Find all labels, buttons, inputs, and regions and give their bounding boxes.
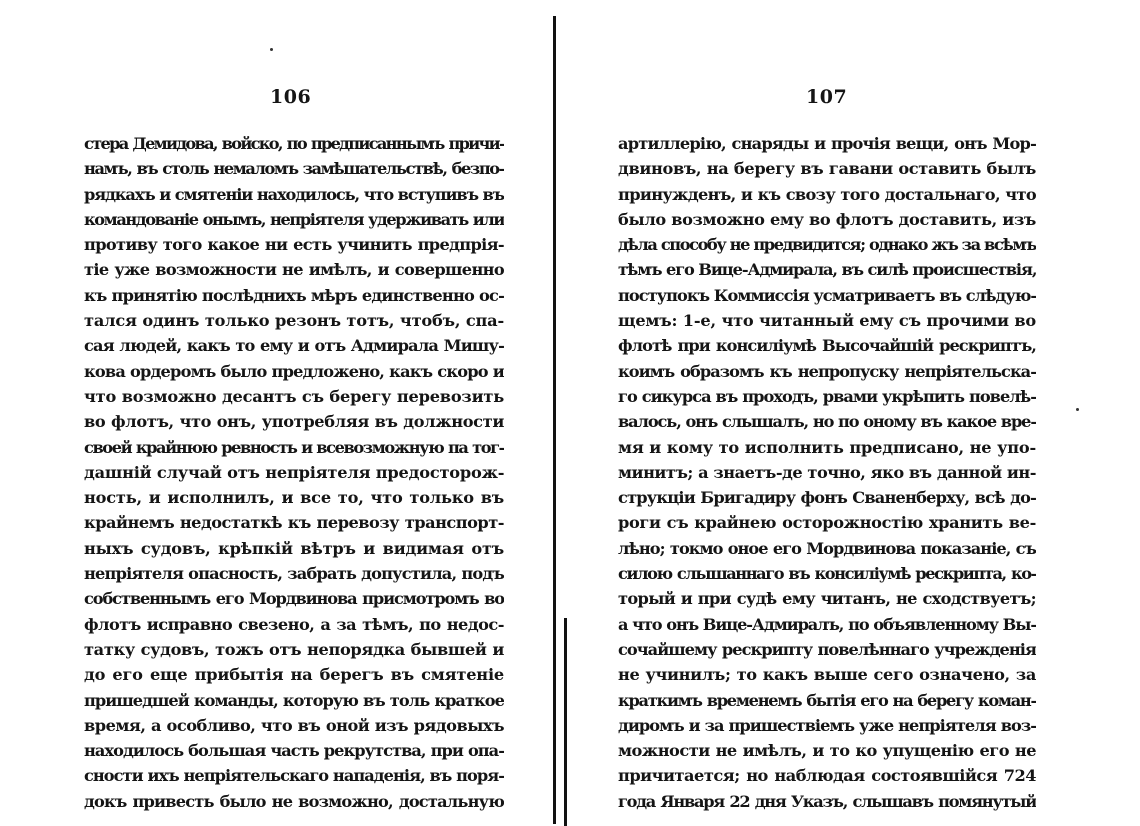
left-page-text	[84, 131, 504, 814]
gutter-rule	[553, 16, 556, 824]
text-line: находилось большая часть рекрутства, при опа-	[84, 741, 504, 761]
left-page-number: 106	[270, 86, 312, 108]
text-line: лѣно; токмо оное его Мордвинова показаніе, съ	[618, 538, 1036, 558]
text-line: краткимъ временемъ бытія его на берегу коман-	[618, 690, 1036, 710]
text-line: противу того какое ни есть учинить предпрія-	[84, 235, 504, 255]
right-page-text	[618, 131, 1036, 814]
right-page-number: 107	[806, 86, 848, 108]
gutter-rule-lower	[564, 618, 567, 826]
text-line: артиллерію, снаряды и прочія вещи, онъ Мор-	[618, 134, 1036, 153]
text-line: своей крайнюю ревность и всевозможную па тог-	[84, 437, 504, 457]
text-line: собственнымъ его Мордвинова присмотромъ во	[84, 589, 504, 609]
ink-speck	[270, 48, 273, 51]
text-line: во флотъ, что онъ, употребляя въ должности	[84, 412, 504, 432]
text-line: щемъ: 1-е, что читанный ему съ прочими во	[618, 311, 1036, 331]
text-line: коимъ образомъ къ непропуску непріятельска-	[618, 361, 1036, 381]
text-line: тѣмъ его Вице-Адмирала, въ силѣ происшествія,	[618, 260, 1036, 280]
text-line: тался одинъ только резонъ тотъ, чтобъ, спа-	[84, 311, 504, 331]
text-line: мя и кому то исполнить предписано, не упо-	[618, 437, 1036, 457]
text-line: командованіе онымъ, непріятеля удерживать или	[84, 209, 504, 229]
ink-speck	[1076, 408, 1079, 411]
text-line: валось, онъ слышалъ, но по оному въ какое вре-	[618, 412, 1036, 432]
text-line: принужденъ, и къ свозу того достальнаго, что	[618, 184, 1036, 204]
text-line: минитъ; а знаетъ-де точно, яко въ данной ин-	[618, 462, 1036, 482]
text-line: струкціи Бригадиру фонъ Сваненберху, всѣ до-	[618, 488, 1036, 508]
text-line: пришедшей команды, которую въ толь краткое	[84, 690, 504, 710]
text-line: докъ привесть было не возможно, достальную	[84, 791, 504, 811]
text-line: сочайшему рескрипту повелѣннаго учрежденія	[618, 639, 1036, 659]
text-line: не учинилъ; то какъ выше сего означено, за	[618, 665, 1036, 685]
text-line: дѣла способу не предвидится; однако жъ за всѣмъ	[618, 235, 1036, 255]
text-line: время, а особливо, что въ оной изъ рядовыхъ	[84, 715, 504, 735]
text-line: причитается; но наблюдая состоявшійся 724	[618, 766, 1036, 786]
text-line: диромъ и за пришествіемъ уже непріятеля воз-	[618, 715, 1036, 735]
text-line: къ принятію послѣднихъ мѣръ единственно ос-	[84, 285, 504, 305]
text-line: было возможно ему во флотъ доставить, изъ	[618, 209, 1036, 229]
text-line: что возможно десантъ съ берегу перевозить	[84, 386, 504, 406]
text-line: а что онъ Вице-Адмиралъ, по объявленному Вы-	[618, 614, 1036, 634]
text-line: поступокъ Коммиссія усматриваетъ въ слѣдую-	[618, 285, 1036, 305]
text-line: роги съ крайнею осторожностію хранить ве-	[618, 513, 1036, 533]
text-line: можности не имѣлъ, и то ко упущенію его не	[618, 741, 1036, 761]
text-line: сности ихъ непріятельскаго нападенія, въ поря-	[84, 766, 504, 786]
text-line: крайнемъ недостаткѣ къ перевозу транспорт-	[84, 513, 504, 533]
text-line: намъ, въ столь немаломъ замѣшательствѣ, безпо-	[84, 159, 504, 179]
text-line: торый и при судѣ ему читанъ, не сходствуетъ;	[618, 589, 1036, 609]
text-line: тіе уже возможности не имѣлъ, и совершенно	[84, 260, 504, 280]
text-line: ность, и исполнилъ, и все то, что только въ	[84, 488, 504, 508]
text-line: силою слышаннаго въ консиліумѣ рескрипта, ко-	[618, 564, 1036, 584]
text-line: года Января 22 дня Указъ, слышавъ помянутый	[618, 791, 1036, 811]
text-line: флотѣ при консиліумѣ Высочайшій рескриптъ,	[618, 336, 1036, 356]
text-line: татку судовъ, тожъ отъ непорядка бывшей и	[84, 639, 504, 659]
text-line: до его еще прибытія на берегъ въ смятеніе	[84, 665, 504, 685]
text-line: флотъ исправно свезено, а за тѣмъ, по недос-	[84, 614, 504, 634]
text-line: го сикурса въ проходъ, рвами укрѣпить повелѣ-	[618, 386, 1036, 406]
text-line: ныхъ судовъ, крѣпкій вѣтръ и видимая отъ	[84, 538, 504, 558]
text-line: кова ордеромъ было предложено, какъ скоро и	[84, 361, 504, 381]
text-line: двиновъ, на берегу въ гавани оставить былъ	[618, 159, 1036, 179]
text-line: сая людей, какъ то ему и отъ Адмирала Мишу-	[84, 336, 504, 356]
text-line: непріятеля опасность, забрать допустила, подъ	[84, 564, 504, 584]
text-line: стера Демидова, войско, по предписаннымъ причи-	[84, 134, 504, 153]
text-line: рядкахъ и смятеніи находилось, что вступивъ въ	[84, 184, 504, 204]
text-line: дашній случай отъ непріятеля предосторож-	[84, 462, 504, 482]
